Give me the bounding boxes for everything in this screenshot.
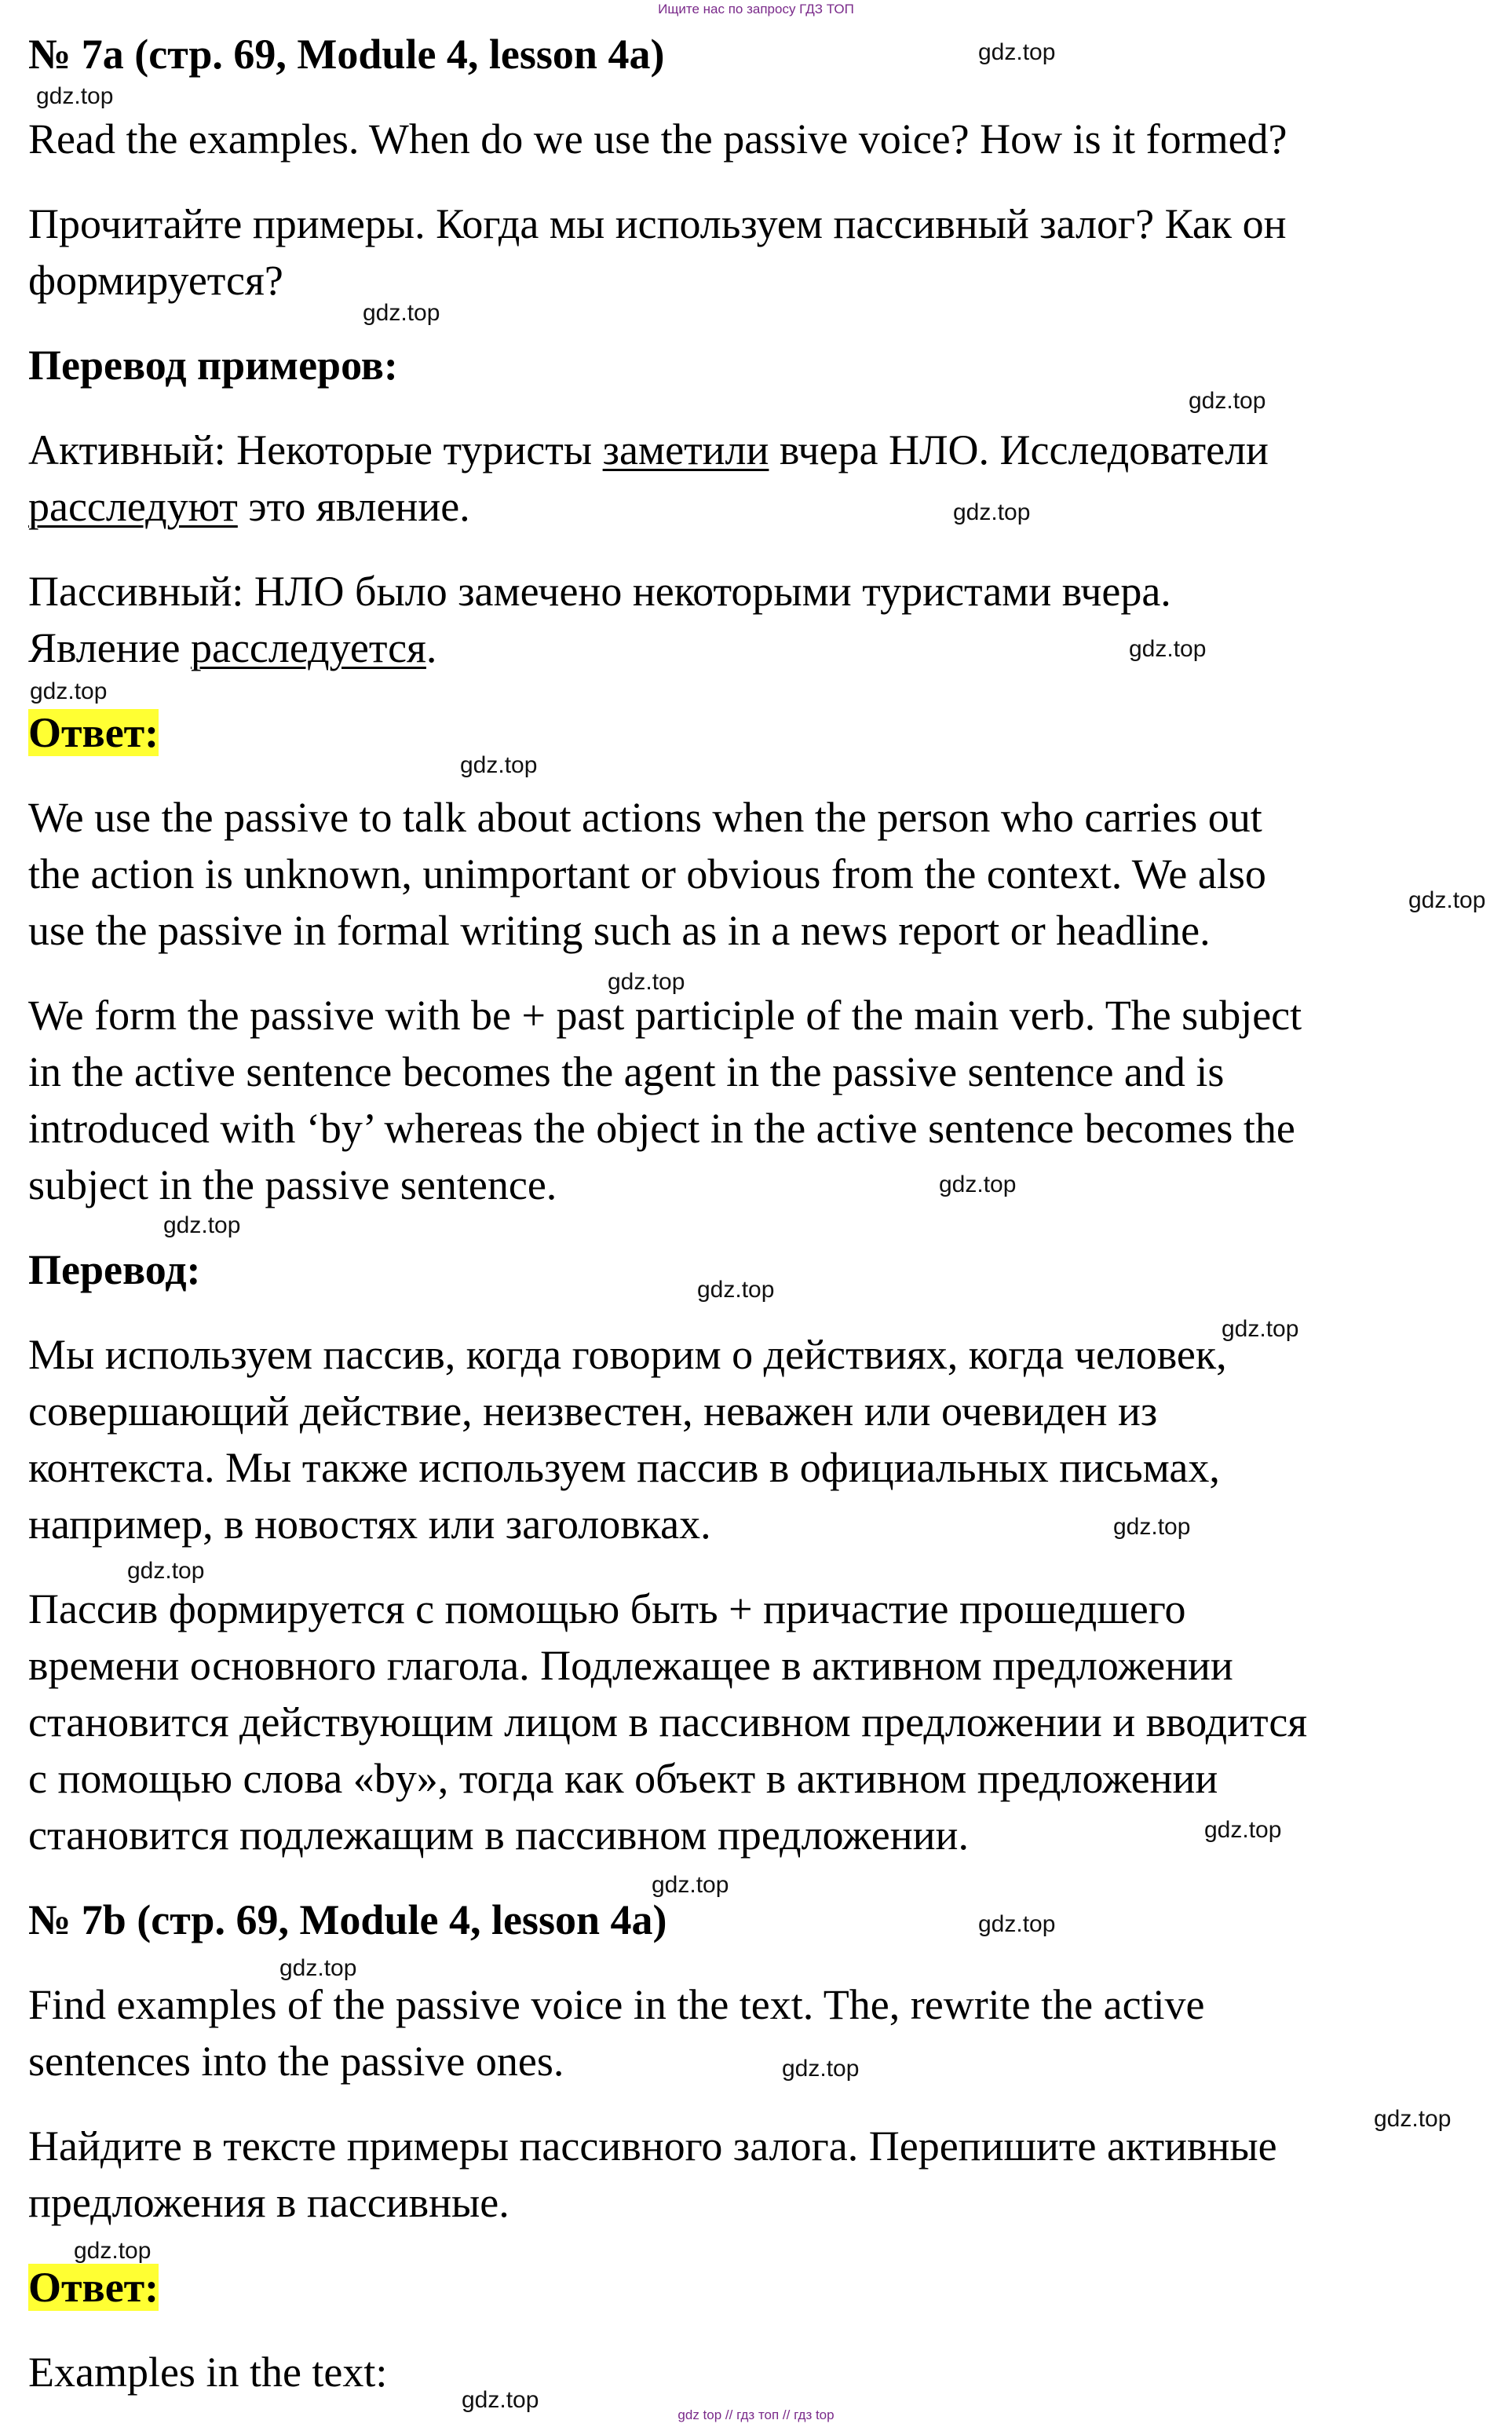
- watermark: gdz.top: [1189, 388, 1266, 414]
- answer-label: [28, 704, 159, 762]
- examples-heading: Перевод примеров:: [28, 342, 398, 389]
- watermark: gdz.top: [127, 1558, 205, 1584]
- bottom-banner: gdz top // гдз топ // гдз top: [677, 2407, 835, 2422]
- watermark: gdz.top: [74, 2238, 152, 2264]
- watermark: gdz.top: [1113, 1514, 1191, 1540]
- watermark: gdz.top: [939, 1172, 1017, 1197]
- active-example-line: [28, 421, 1269, 479]
- answer-line: introduced with ‘by’ whereas the object in the active sentence becomes the: [28, 1105, 1295, 1152]
- watermark: gdz.top: [953, 499, 1031, 525]
- watermark: gdz.top: [279, 1955, 357, 1981]
- exercise-7b-title: № 7b (стр. 69, Module 4, lesson 4a): [28, 1896, 667, 1943]
- translation-line: совершающий действие, неизвестен, неважен или очевиден из: [28, 1387, 1158, 1435]
- exercise-7b-task-en-line: sentences into the passive ones.: [28, 2038, 564, 2085]
- watermark: gdz.top: [163, 1212, 241, 1238]
- watermark: gdz.top: [782, 2056, 860, 2082]
- top-banner: Ищите нас по запросу ГДЗ ТОП: [658, 2, 854, 16]
- active-text: вчера НЛО. Исследователи: [769, 426, 1269, 473]
- answer-line: We form the passive with be + past participle of the main verb. The subject: [28, 992, 1302, 1039]
- underlined-verb: расследуется: [190, 624, 426, 671]
- answer-label: [28, 2258, 159, 2316]
- answer-line: the action is unknown, unimportant or obvious from the context. We also: [28, 850, 1266, 897]
- watermark: gdz.top: [460, 752, 538, 778]
- translation-line: становится действующим лицом в пассивном предложении и вводится: [28, 1698, 1308, 1746]
- exercise-7b-task-en-line: Find examples of the passive voice in the text. The, rewrite the active: [28, 1981, 1205, 2028]
- answer-line: We use the passive to talk about actions when the person who carries out: [28, 794, 1262, 841]
- examples-in-text: Examples in the text:: [28, 2349, 388, 2396]
- watermark: gdz.top: [1222, 1316, 1299, 1342]
- watermark: gdz.top: [36, 83, 114, 109]
- active-text: Активный: Некоторые туристы: [28, 426, 603, 473]
- watermark: gdz.top: [608, 969, 685, 995]
- exercise-7b-task-ru-line: предложения в пассивные.: [28, 2179, 509, 2226]
- answer-highlight: Ответ:: [28, 709, 159, 756]
- active-example-line: [28, 477, 470, 536]
- answer-line: in the active sentence becomes the agent in the passive sentence and is: [28, 1048, 1225, 1095]
- underlined-verb: расследуют: [28, 483, 238, 530]
- translation-line: Мы используем пассив, когда говорим о действиях, когда человек,: [28, 1331, 1227, 1378]
- exercise-7a-task-ru-line: формируется?: [28, 257, 283, 304]
- translation-line: например, в новостях или заголовках.: [28, 1501, 711, 1548]
- translation-line: контекста. Мы также используем пассив в официальных письмах,: [28, 1444, 1220, 1491]
- translation-line: Пассив формируется с помощью быть + причастие прошедшего: [28, 1585, 1186, 1632]
- answer-highlight: Ответ:: [28, 2264, 159, 2311]
- underlined-verb: заметили: [602, 426, 769, 473]
- exercise-7a-task-en: Read the examples. When do we use the passive voice? How is it formed?: [28, 115, 1287, 163]
- exercise-7b-task-ru-line: Найдите в тексте примеры пассивного залога. Перепишите активные: [28, 2122, 1277, 2170]
- translation-line: с помощью слова «by», тогда как объект в активном предложении: [28, 1755, 1218, 1802]
- watermark: gdz.top: [1204, 1817, 1282, 1843]
- translation-line: становится подлежащим в пассивном предложении.: [28, 1811, 969, 1859]
- watermark: gdz.top: [363, 300, 440, 326]
- passive-example-line: Пассивный: НЛО было замечено некоторыми туристами вчера.: [28, 568, 1171, 615]
- watermark: gdz.top: [462, 2387, 539, 2413]
- watermark: gdz.top: [1374, 2106, 1452, 2132]
- answer-line: subject in the passive sentence.: [28, 1161, 557, 1208]
- translation-label: Перевод:: [28, 1246, 201, 1293]
- watermark: gdz.top: [978, 39, 1056, 65]
- answer-line: use the passive in formal writing such as in a news report or headline.: [28, 907, 1211, 954]
- active-text: это явление.: [237, 483, 470, 530]
- passive-text: Явление: [28, 624, 191, 671]
- watermark: gdz.top: [1408, 887, 1486, 913]
- watermark: gdz.top: [652, 1872, 729, 1898]
- watermark: gdz.top: [978, 1911, 1056, 1937]
- exercise-7a-task-ru-line: Прочитайте примеры. Когда мы используем пассивный залог? Как он: [28, 200, 1287, 247]
- passive-example-line: [28, 619, 436, 677]
- watermark: gdz.top: [1129, 636, 1207, 662]
- exercise-7a-title: № 7a (стр. 69, Module 4, lesson 4a): [28, 31, 665, 78]
- translation-line: времени основного глагола. Подлежащее в активном предложении: [28, 1642, 1233, 1689]
- watermark: gdz.top: [697, 1277, 775, 1303]
- passive-text: .: [425, 624, 437, 671]
- watermark: gdz.top: [30, 678, 108, 704]
